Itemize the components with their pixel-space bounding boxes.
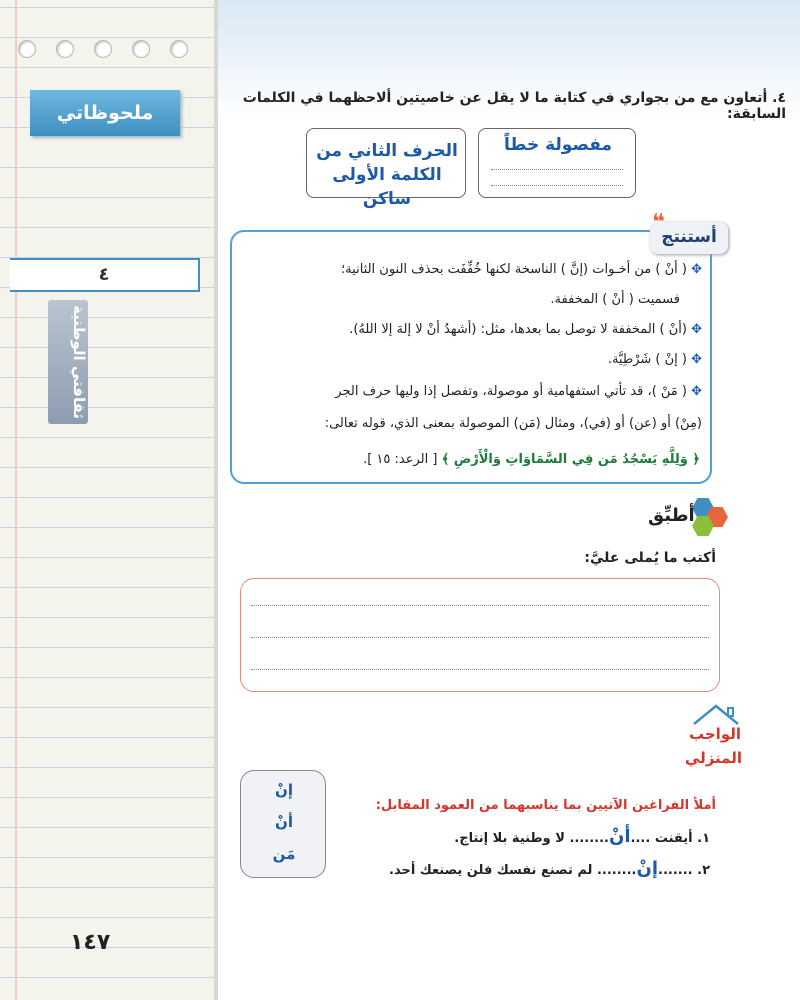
conclude-label: أستنتج	[650, 222, 728, 254]
homework-question-1: ١. أيقنت ....أنْ........ لا وطنية بلا إنتاج.	[454, 826, 710, 847]
options-column	[240, 770, 326, 878]
binder-hole-icon	[56, 40, 74, 58]
dotted-line	[491, 185, 623, 186]
quran-verse: ﴿ وَلِلَّهِ يَسْجُدُ مَن فِي السَّمَاوَاتِ وَالْأَرْضِ ﴾	[441, 452, 700, 467]
notes-column	[0, 0, 218, 1000]
unit-title: ثقافتي الوطنية	[48, 300, 88, 424]
conclusion-line-2: فسميت ( أنْ ) المخففة.	[550, 292, 680, 307]
homework-title: الواجب المنزلي	[684, 725, 742, 767]
binder-hole-icon	[18, 40, 36, 58]
verse-line	[363, 452, 700, 467]
bullet-icon: ✥	[686, 384, 702, 399]
margin-line	[15, 0, 17, 1000]
answer-text-1: الحرف الثاني من الكلمة الأولى ساكن	[316, 141, 458, 209]
apply-title: أطبِّق	[648, 505, 695, 526]
dotted-line	[491, 169, 623, 170]
verse-reference: [ الرعد: ١٥ ].	[363, 452, 438, 467]
answer-text-2: مفصولة خطاً	[504, 135, 612, 155]
dotted-line	[251, 669, 709, 670]
unit-number: ٤	[10, 258, 200, 292]
homework-question-2: ٢. .......إنْ........ لم تصنع نفسك فلن يصنعك أحد.	[389, 858, 710, 879]
conclusion-line-4: ✥ ( إنْ ) شَرْطِيَّة.	[607, 352, 702, 367]
binder-hole-icon	[170, 40, 188, 58]
option-item: أنْ	[275, 813, 293, 831]
homework-instruction: أملأ الفراغين الآتيين بما يناسبهما من العمود المقابل:	[375, 798, 716, 813]
activity-4-instruction: ٤. أتعاون مع من بجواري في كتابة ما لا يقل عن خاصيتين ألاحظهما في الكلمات السابقة:	[242, 90, 786, 122]
dictation-label: أكتب ما يُملى عليَّ:	[584, 550, 716, 566]
option-item: مَن	[272, 845, 296, 863]
binder-hole-icon	[94, 40, 112, 58]
answer-box-1[interactable]	[306, 128, 466, 209]
answer-2: إنْ	[636, 858, 659, 879]
conclusion-line-1: ✥ ( أنْ ) من أخـوات (إنَّ ) الناسخة لكنها خُفِّفَت بحذف النون الثانية؛	[341, 262, 702, 277]
dictation-box[interactable]	[240, 578, 720, 692]
answer-1: أنْ	[609, 826, 631, 847]
quote-icon: ❝	[652, 210, 665, 235]
conclusion-line-6: (مِنْ) أو (عن) أو (في)، ومثال (مَن) الموصولة بمعنى الذي، قوله تعالى:	[324, 416, 702, 431]
answer-box-2[interactable]	[478, 128, 636, 198]
binder-hole-icon	[132, 40, 150, 58]
dotted-line	[251, 637, 709, 638]
option-item: إنْ	[275, 781, 293, 799]
notes-label: ملحوظاتي	[30, 90, 180, 136]
page-number: ١٤٧	[70, 930, 111, 955]
bullet-icon: ✥	[686, 322, 702, 337]
conclusion-line-3: ✥ (أنْ ) المخففة لا توصل بما بعدها، مثل: (أشهدُ أنْ لا إلهَ إلا اللهُ).	[349, 322, 702, 337]
bullet-icon: ✥	[686, 352, 702, 367]
conclusion-line-5: ✥ ( مَنْ )، قد تأتي استفهامية أو موصولة، وتفصل إذا وليها حرف الجر	[335, 384, 702, 399]
bullet-icon: ✥	[686, 262, 702, 277]
dotted-line	[251, 605, 709, 606]
